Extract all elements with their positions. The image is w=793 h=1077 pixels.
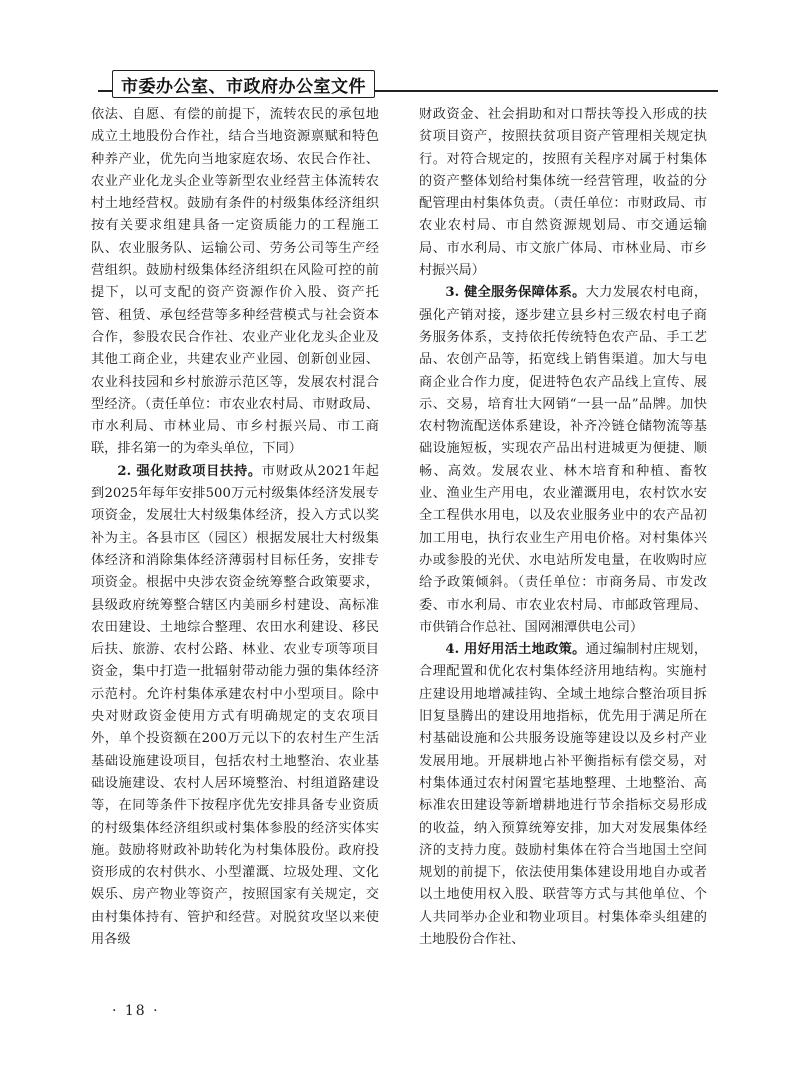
section-4-body: 通过编制村庄规划，合理配置和优化农村集体经济用地结构。实施村庄建设用地增减挂钩、全域土地综合整治项目拆旧复垦腾出的建设用地指标，优先用于满足所在村基础设施和公共服务设施等建设以及乡村产业发展用地。开展耕地占补平衡指标有偿交易，对村集体通过农村闲置宅基地整理、土地整治、高标准农田建设等新增耕地进行节余指标交易形成的收益，纳入预算统筹安排，加大对发展集体经济的支持力度。鼓励村集体在符合当地国土空间规划的前提下，依法使用集体建设用地自办或者以土地使用权入股、联营等方式与其他单位、个人共同举办企业和物业项目。村集体牵头组建的土地股份合作社、 [419,642,707,947]
header-title: 市委办公室、市政府办公室文件 [112,70,375,98]
section-4-heading: 4. 用好用活土地政策。 [445,642,586,658]
section-3-heading: 3. 健全服务保障体系。 [445,285,586,301]
section-2-body: 市财政从2021年起到2025年每年安排500万元村级集体经济发展专项资金，发展壮大村级集体经济，投入方式以奖补为主。各县市区（园区）根据发展壮大村级集体经济和消除集体经济薄弱村目标任务，安排专项资金。根据中央涉农资金统筹整合政策要求，县级政府统筹整合辖区内美丽乡村建设、高标准农田建设、土地综合整理、农田水利建设、移民后扶、旅游、农村公路、林业、农业专项等项目资金，集中打造一批辐射带动能力强的集体经济示范村。允许村集体承建农村中小型项目。除中央对财政资金使用方式有明确规定的支农项目外，单个投资额在200万元以下的农村生产生活基础设施建设项目，包括农村土地整治、农业基础设施建设、农村人居环境整治、村组道路建设等，在同等条件下按程序优先安排具备专业资质的村级集体经济组织或村集体参股的经济实体实施。鼓励将财政补助转化为村集体股份。政府投资形成的农村供水、小型灌溉、垃圾处理、文化娱乐、房产物业等资产，按照国家有关规定，交由村集体持有、管护和经营。对脱贫攻坚以来使用各级 [91,463,379,947]
section-2-heading: 2. 强化财政项目扶持。 [117,463,262,479]
right-column [419,104,707,1009]
page-header [98,62,718,102]
right-paragraph-1: 财政资金、社会捐助和对口帮扶等投入形成的扶贫项目资产，按照扶贫项目资产管理相关规定执行。对符合规定的，按照有关程序对属于村集体的资产整体划给村集体统一经营管理，收益的分配管理由村集体负责。（责任单位：市财政局、市农业农村局、市自然资源规划局、市交通运输局、市水利局、市文旅广体局、市林业局、市乡村振兴局） [419,107,707,279]
right-paragraph-4 [419,639,707,951]
section-3-body: 大力发展农村电商，强化产销对接，逐步建立县乡村三级农村电子商务服务体系，支持依托传统特色农产品、手工艺品、农创产品等，拓宽线上销售渠道。加大与电商企业合作力度，促进特色农产品线上宣传、展示、交易，培育壮大网销“一县一品”品牌。加快农村物流配送体系建设，补齐冷链仓储物流等基础设施短板，实现农产品出村进城更为便捷、顺畅、高效。发展农业、林木培育和种植、畜牧业、渔业生产用电，农业灌溉用电，农村饮水安全工程供水用电，以及农业服务业中的农产品初加工用电，执行农业生产用电价格。对村集体兴办或参股的光伏、水电站所发电量，在收购时应给予政策倾斜。（责任单位：市商务局、市发改委、市水利局、市农业农村局、市邮政管理局、市供销合作总社、国网湘潭供电公司） [419,285,707,635]
page-number: · 18 · [112,1003,160,1019]
left-paragraph-1: 依法、自愿、有偿的前提下，流转农民的承包地成立土地股份合作社，结合当地资源禀赋和特色种养产业，优先向当地家庭农场、农民合作社、农业产业化龙头企业等新型农业经营主体流转农村土地经营权。鼓励有条件的村级集体经济组织按有关要求组建具备一定资质能力的工程施工队、农业服务队、运输公司、劳务公司等生产经营组织。鼓励村级集体经济组织在风险可控的前提下，以可支配的资产资源作价入股、资产托管、租赁、承包经营等多种经营模式与社会资本合作，参股农民合作社、农业产业化龙头企业及其他工商企业，共建农业产业园、创新创业园、农业科技园和乡村旅游示范区等，发展农村混合型经济。（责任单位：市农业农村局、市财政局、市水利局、市林业局、市乡村振兴局、市工商联，排名第一的为牵头单位，下同） [91,107,379,457]
left-column [91,104,379,1009]
right-paragraph-3 [419,282,707,639]
left-paragraph-2 [91,461,379,952]
